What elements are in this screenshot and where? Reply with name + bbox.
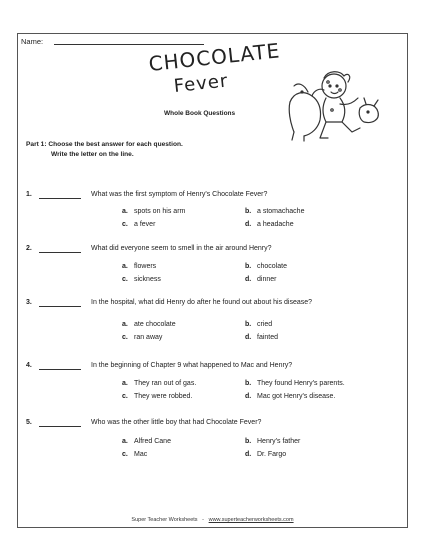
footer-brand: Super Teacher Worksheets xyxy=(131,517,198,523)
option-b: b. a stomachache xyxy=(245,208,305,215)
answer-blank[interactable] xyxy=(39,426,81,427)
name-label: Name: xyxy=(21,37,44,46)
option-c: c. They were robbed. xyxy=(122,393,193,400)
instructions xyxy=(26,140,183,160)
option-a: a. They ran out of gas. xyxy=(122,380,197,387)
option-d: d. fainted xyxy=(245,334,279,341)
question-text: What was the first symptom of Henry's Chocolate Fever? xyxy=(91,191,268,198)
question-number: 1. xyxy=(26,191,32,198)
option-c: c. a fever xyxy=(122,221,156,228)
option-b: b. They found Henry's parents. xyxy=(245,380,345,387)
subtitle: Whole Book Questions xyxy=(164,110,236,117)
option-c: c. Mac xyxy=(122,451,148,458)
boy-and-dog-illustration xyxy=(282,62,382,142)
option-a: a. Alfred Cane xyxy=(122,438,171,445)
question-number: 3. xyxy=(26,299,32,306)
question-number: 2. xyxy=(26,245,32,252)
option-d: d. Mac got Henry's disease. xyxy=(245,393,336,400)
instruction-line-1: Choose the best answer for each question. xyxy=(48,141,183,148)
question-number: 4. xyxy=(26,362,32,369)
instruction-line-2: Write the letter on the line. xyxy=(51,151,134,158)
footer xyxy=(0,517,425,523)
option-a: a. flowers xyxy=(122,263,157,270)
option-c: c. sickness xyxy=(122,276,161,283)
option-b: b. cried xyxy=(245,321,273,328)
option-d: d. dinner xyxy=(245,276,277,283)
option-c: c. ran away xyxy=(122,334,163,341)
option-a: a. spots on his arm xyxy=(122,208,186,215)
option-d: d. Dr. Fargo xyxy=(245,451,287,458)
question-text: In the hospital, what did Henry do after he found out about his disease? xyxy=(91,299,313,306)
question-text: What did everyone seem to smell in the air around Henry? xyxy=(91,245,272,252)
name-blank-line[interactable] xyxy=(54,44,204,45)
option-b: b. chocolate xyxy=(245,263,287,270)
answer-blank[interactable] xyxy=(39,198,81,199)
question-text: In the beginning of Chapter 9 what happened to Mac and Henry? xyxy=(91,362,293,369)
option-d: d. a headache xyxy=(245,221,294,228)
title-line-2: Fever xyxy=(172,70,230,97)
title-line-1: CHOCOLATE xyxy=(147,38,282,76)
option-a: a. ate chocolate xyxy=(122,321,176,328)
part-label: Part 1: xyxy=(26,141,47,148)
question-number: 5. xyxy=(26,419,32,426)
answer-blank[interactable] xyxy=(39,252,81,253)
footer-separator: - xyxy=(202,517,204,523)
footer-url-link[interactable]: www.superteacherworksheets.com xyxy=(208,517,294,523)
answer-blank[interactable] xyxy=(39,369,81,370)
question-text: Who was the other little boy that had Chocolate Fever? xyxy=(91,419,262,426)
option-b: b. Henry's father xyxy=(245,438,301,445)
answer-blank[interactable] xyxy=(39,306,81,307)
